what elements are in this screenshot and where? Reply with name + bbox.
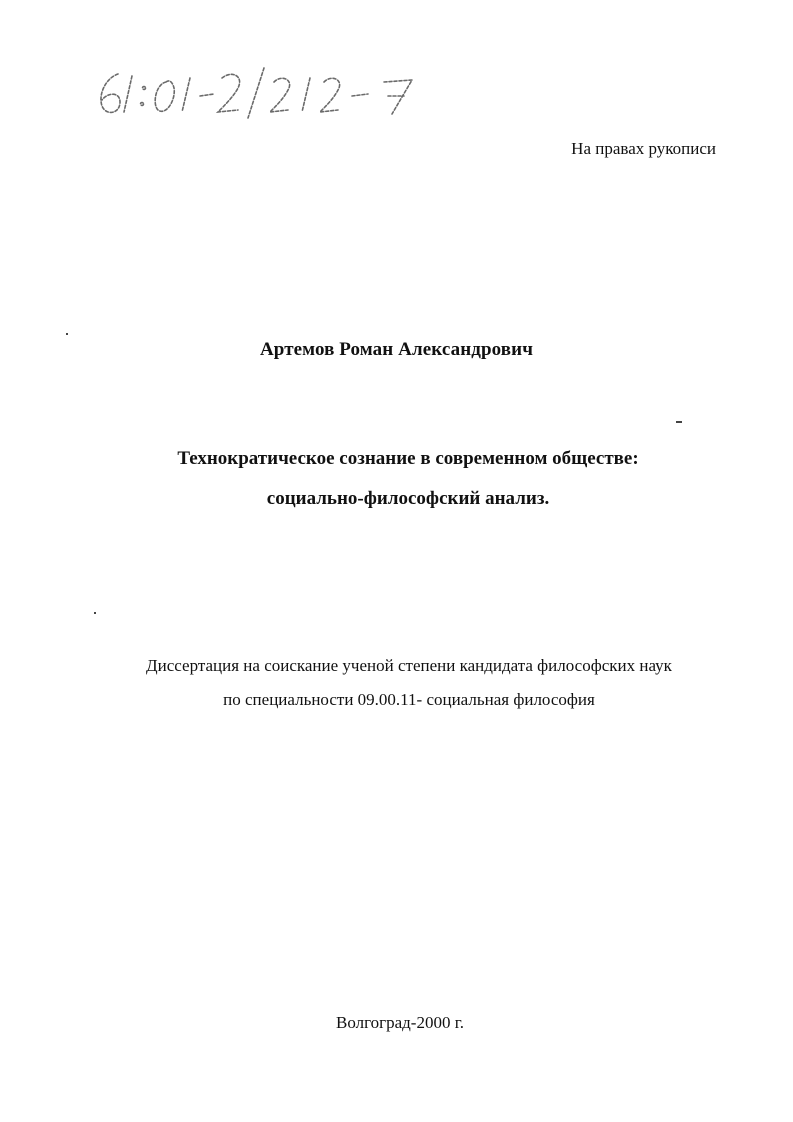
rights-note: На правах рукописи <box>571 139 716 158</box>
handwritten-archive-stamp <box>88 60 468 130</box>
scan-speck <box>676 421 682 423</box>
dissertation-title <box>0 439 793 519</box>
author-name: Артемов Роман Александрович <box>259 339 534 360</box>
scan-speck <box>66 333 68 335</box>
description-line-2: по специальности 09.00.11- социальная философия <box>223 690 595 709</box>
title-line-2: социально-философский анализ. <box>266 488 550 509</box>
dissertation-description <box>0 649 793 717</box>
title-line-1: Технократическое сознание в современном обществе: <box>177 448 639 469</box>
scan-speck <box>94 612 96 614</box>
city-year: Волгоград-2000 г. <box>335 1013 465 1032</box>
description-line-1: Диссертация на соискание ученой степени кандидата философских наук <box>146 656 672 675</box>
